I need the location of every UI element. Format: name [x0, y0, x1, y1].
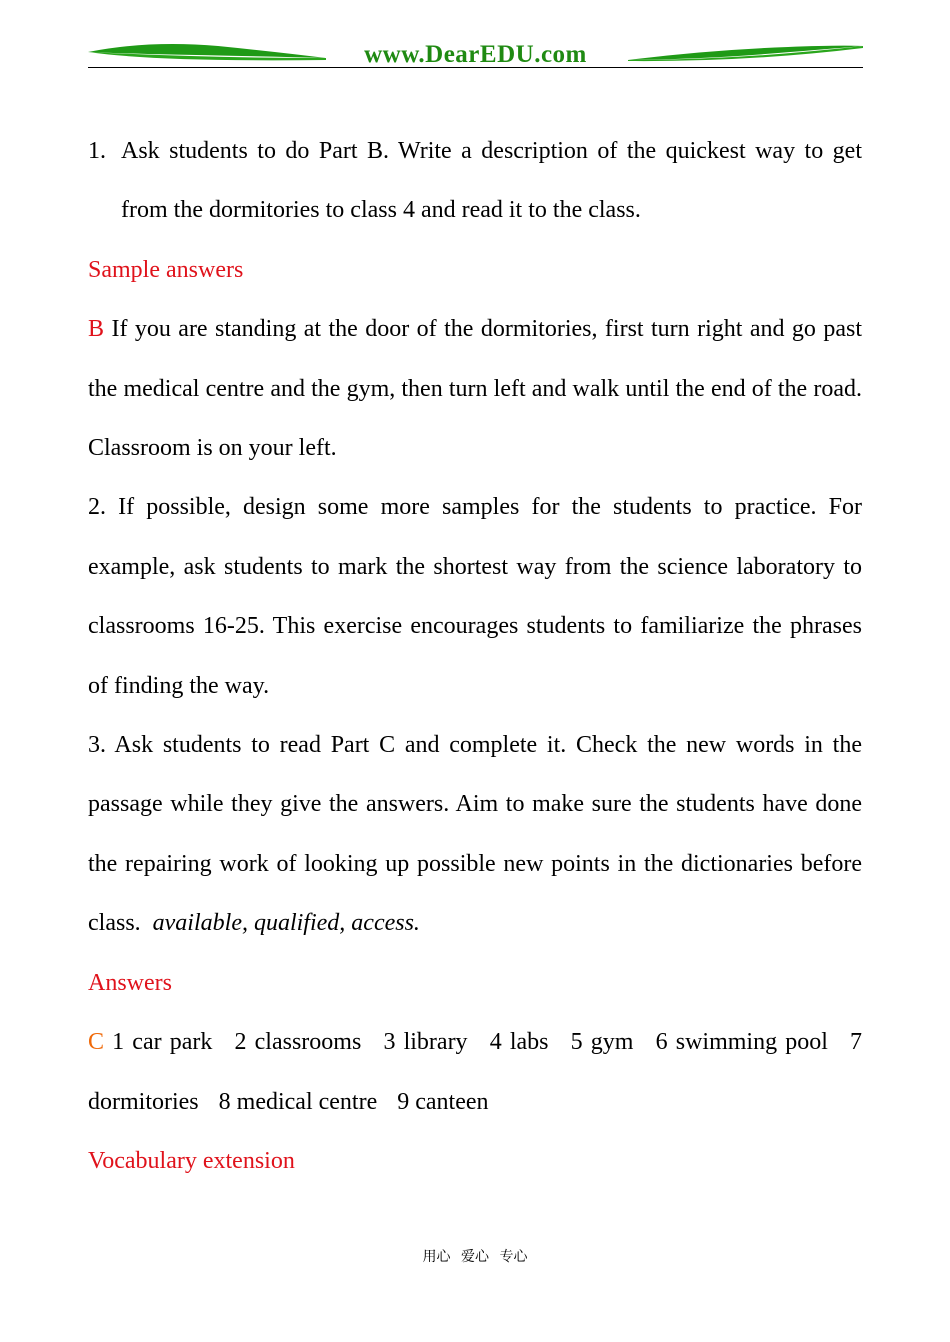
site-header — [88, 40, 863, 70]
sample-b-text: If you are standing at the door of the dormitories, first turn right and go past the medical centre and the gym, then turn left and walk until the end of the road. Classroom is on your left. — [88, 316, 863, 462]
item-3-italic-words: available, qualified, access. — [152, 910, 420, 937]
item-3-text: 3. Ask students to read Part C and complete it. Check the new words in the passage while they give the answers. Aim to make sure the students have done the repairing work of looking up possible new points in the dictionaries before class. — [88, 732, 862, 937]
item-1-number: 1. — [88, 138, 106, 164]
item-1-text: Ask students to do Part B. Write a description of the quickest way to get from the dormitories to class 4 and read it to the class. — [121, 138, 862, 224]
item-1 — [88, 122, 862, 241]
answer-item: 2 classrooms — [234, 1029, 362, 1056]
answers-c — [88, 1013, 862, 1132]
document-body — [88, 122, 862, 1191]
answer-item: 3 library — [383, 1029, 468, 1056]
site-logo: www.DearEDU.com — [88, 41, 863, 69]
header-rule — [88, 67, 863, 68]
answer-item: 7 dormitories — [88, 1029, 863, 1115]
item-2: 2. If possible, design some more samples for the students to practice. For example, ask students to mark the shortest way from the science laboratory to classrooms 16-25. This exercise encourages students to familiarize the phrases of finding the way. — [88, 494, 862, 699]
answer-item: 5 gym — [570, 1029, 634, 1056]
sample-answers-heading: Sample answers — [88, 256, 244, 283]
answer-item: 9 canteen — [397, 1088, 489, 1115]
answer-item: 6 swimming pool — [655, 1029, 828, 1056]
vocabulary-extension-heading: Vocabulary extension — [88, 1147, 295, 1174]
answer-item: 1 car park — [112, 1029, 213, 1056]
answers-heading: Answers — [88, 969, 172, 996]
sample-answer-b — [88, 300, 862, 478]
sample-b-label: B — [88, 316, 105, 343]
answers-c-label: C — [88, 1029, 105, 1056]
page-footer: 用心 爱心 专心 — [422, 1249, 528, 1265]
answer-item: 4 labs — [489, 1029, 549, 1056]
answer-item: 8 medical centre — [218, 1088, 378, 1115]
item-3 — [88, 716, 862, 954]
